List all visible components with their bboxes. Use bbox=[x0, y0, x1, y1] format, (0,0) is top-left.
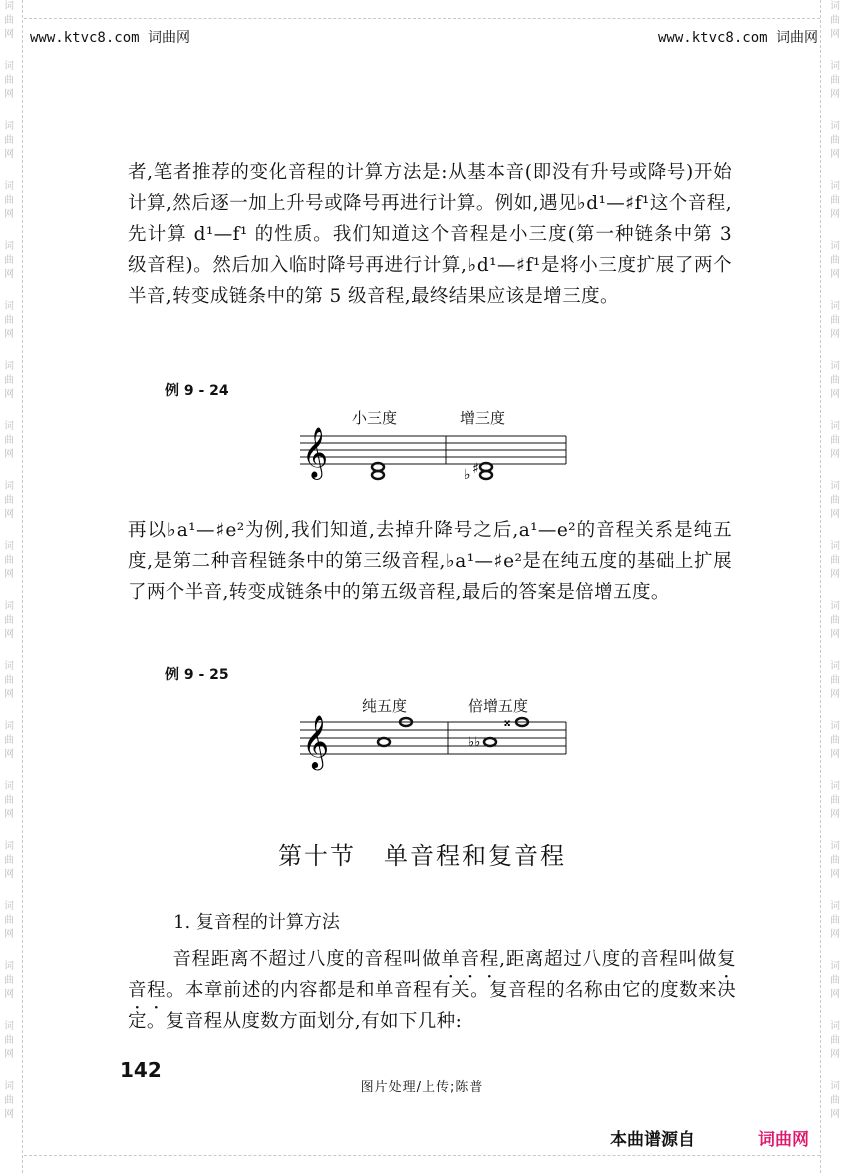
side-watermark-mark: 词 曲 网 bbox=[4, 1021, 14, 1060]
side-watermark-mark: 词 曲 网 bbox=[4, 241, 14, 280]
side-watermark-mark: 词 曲 网 bbox=[4, 961, 14, 1000]
watermark-right: www.ktvc8.com 词曲网 bbox=[658, 30, 819, 46]
emphasis-char: 音 bbox=[460, 949, 480, 970]
emphasis-char: 单 bbox=[441, 949, 461, 970]
side-watermark-mark: 词 曲 网 bbox=[4, 781, 14, 820]
side-watermark-mark: 词 曲 网 bbox=[830, 241, 840, 280]
right-border-line bbox=[820, 0, 821, 1173]
svg-text:𝄪: 𝄪 bbox=[504, 714, 511, 730]
side-watermark-mark: 词 曲 网 bbox=[4, 841, 14, 880]
side-watermark-mark: 词 曲 网 bbox=[4, 541, 14, 580]
watermark-left: www.ktvc8.com 词曲网 bbox=[30, 30, 191, 46]
side-watermark-mark: 词 曲 网 bbox=[4, 421, 14, 460]
side-watermark-mark: 词 曲 网 bbox=[830, 841, 840, 880]
section-title: 单音程和复音程 bbox=[384, 842, 566, 870]
side-watermark-mark: 词 曲 网 bbox=[4, 901, 14, 940]
interval-label-augmented-third: 增三度 bbox=[460, 409, 506, 427]
side-watermark-mark: 词 曲 网 bbox=[4, 361, 14, 400]
right-watermark-strip bbox=[826, 0, 844, 1173]
page-number: 142 bbox=[120, 1058, 162, 1082]
side-watermark-mark: 词 曲 网 bbox=[830, 1021, 840, 1060]
side-watermark-mark: 词 曲 网 bbox=[4, 301, 14, 340]
emphasis-char: 音 bbox=[128, 980, 148, 1001]
treble-clef-icon: 𝄞 bbox=[302, 427, 329, 478]
side-watermark-mark: 词 曲 网 bbox=[830, 181, 840, 220]
section-heading bbox=[0, 836, 844, 871]
example-label-9-25: 例 9 - 25 bbox=[165, 667, 229, 683]
side-watermark-mark: 词 曲 网 bbox=[830, 541, 840, 580]
bottom-border-line bbox=[24, 1155, 820, 1156]
side-watermark-mark: 词 曲 网 bbox=[830, 421, 840, 460]
image-credit: 图片处理/上传;陈普 bbox=[360, 1080, 484, 1095]
footer-brand-link[interactable]: 词曲网 bbox=[758, 1130, 809, 1150]
left-watermark-strip bbox=[0, 0, 18, 1173]
side-watermark-mark: 词 曲 网 bbox=[4, 1, 14, 40]
music-staff-9-24 bbox=[298, 405, 570, 485]
subsection-heading: 1. 复音程的计算方法 bbox=[173, 912, 340, 933]
example-label-9-24: 例 9 - 24 bbox=[165, 383, 229, 399]
staff-svg-9-24 bbox=[298, 405, 570, 485]
emphasis-char: 程 bbox=[479, 949, 500, 970]
interval-label-doubly-augmented-fifth: 倍增五度 bbox=[468, 697, 529, 715]
side-watermark-mark: 词 曲 网 bbox=[4, 1081, 14, 1120]
side-watermark-mark: 词 曲 网 bbox=[4, 721, 14, 760]
svg-text:♭♭: ♭♭ bbox=[468, 735, 481, 750]
side-watermark-mark: 词 曲 网 bbox=[4, 481, 14, 520]
side-watermark-mark: 词 曲 网 bbox=[4, 661, 14, 700]
left-border-line bbox=[22, 0, 23, 1173]
side-watermark-mark: 词 曲 网 bbox=[4, 181, 14, 220]
side-watermark-mark: 词 曲 网 bbox=[4, 61, 14, 100]
side-watermark-mark: 词 曲 网 bbox=[830, 961, 840, 1000]
emphasis-char: 复 bbox=[717, 949, 737, 970]
section-number: 第十节 bbox=[278, 842, 356, 870]
side-watermark-mark: 词 曲 网 bbox=[830, 301, 840, 340]
side-watermark-mark: 词 曲 网 bbox=[830, 121, 840, 160]
side-watermark-mark: 词 曲 网 bbox=[830, 781, 840, 820]
paragraph-3 bbox=[128, 944, 736, 1037]
side-watermark-mark: 词 曲 网 bbox=[830, 361, 840, 400]
paragraph-1: 者,笔者推荐的变化音程的计算方法是:从基本音(即没有升号或降号)开始计算,然后逐一加上升号或降号再进行计算。例如,遇见♭d¹—♯f¹这个音程,先计算 d¹—f¹ 的性质。我们知道这个音程是小三度(第一种链条中第 3 级音程)。然后加入临时降号再进行计算,♭d¹—♯f¹是将小三度扩展了两个半音,转变成链条中的第 5 级音程,最终结果应该是增三度。 bbox=[128, 162, 732, 307]
svg-text:♯: ♯ bbox=[472, 461, 479, 477]
interval-label-perfect-fifth: 纯五度 bbox=[362, 697, 408, 715]
emphasis-char: 程 bbox=[147, 980, 167, 1001]
treble-clef-icon: 𝄞 bbox=[302, 714, 330, 768]
staff-svg-9-25 bbox=[298, 693, 570, 773]
side-watermark-mark: 词 曲 网 bbox=[830, 481, 840, 520]
side-watermark-mark: 词 曲 网 bbox=[4, 601, 14, 640]
side-watermark-mark: 词 曲 网 bbox=[830, 61, 840, 100]
p3-seg2: ,距离超过八度的音程叫做 bbox=[499, 949, 718, 970]
side-watermark-mark: 词 曲 网 bbox=[830, 721, 840, 760]
music-staff-9-25 bbox=[298, 693, 570, 773]
footer-source-text: 本曲谱源自 bbox=[610, 1130, 695, 1150]
paragraph-2: 再以♭a¹—♯e²为例,我们知道,去掉升降号之后,a¹—e²的音程关系是纯五度,是第二种音程链条中的第三级音程,♭a¹—♯e²是在纯五度的基础上扩展了两个半音,转变成链条中的第五级音程,最后的答案是倍增五度。 bbox=[128, 520, 732, 603]
side-watermark-mark: 词 曲 网 bbox=[830, 601, 840, 640]
top-border-line bbox=[24, 18, 820, 19]
p3-seg3: 。本章前述的内容都是和单音程有关。复音程的名称由它的度数来决定。复音程从度数方面划分,有如下几种: bbox=[128, 980, 737, 1032]
side-watermark-mark: 词 曲 网 bbox=[4, 121, 14, 160]
side-watermark-mark: 词 曲 网 bbox=[830, 901, 840, 940]
interval-label-minor-third: 小三度 bbox=[352, 409, 398, 427]
side-watermark-mark: 词 曲 网 bbox=[830, 1081, 840, 1120]
side-watermark-mark: 词 曲 网 bbox=[830, 1, 840, 40]
side-watermark-mark: 词 曲 网 bbox=[830, 661, 840, 700]
p3-seg1: 音程距离不超过八度的音程叫做 bbox=[172, 949, 442, 970]
svg-text:♭: ♭ bbox=[464, 467, 471, 483]
